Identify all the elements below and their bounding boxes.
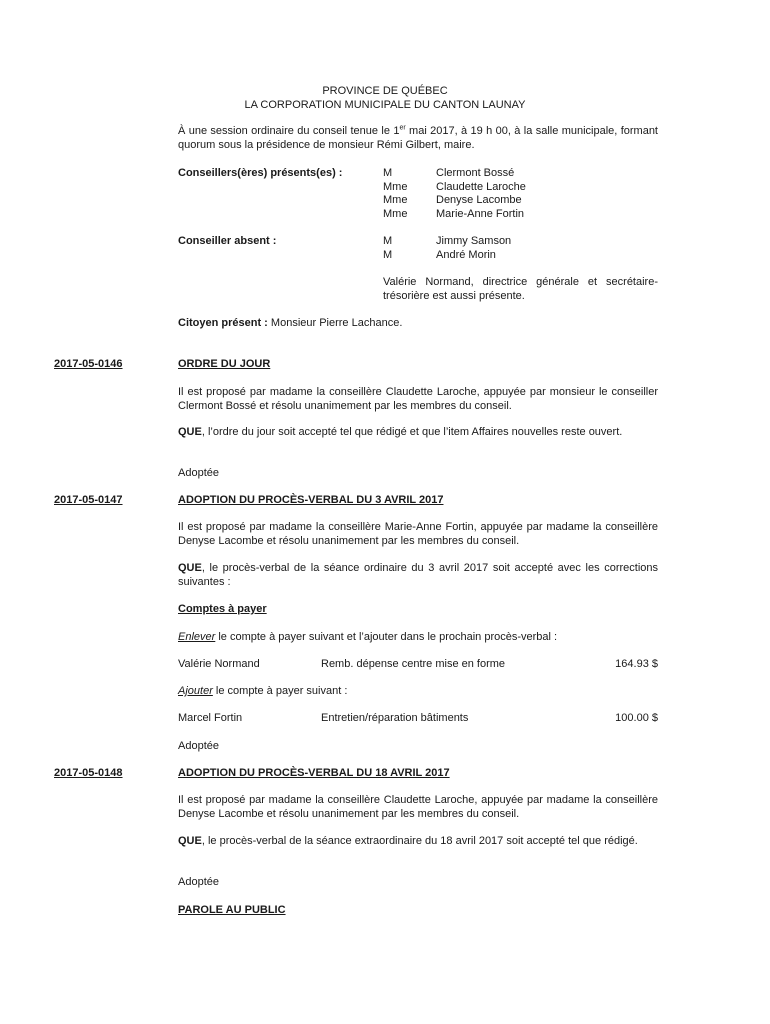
- member-name: André Morin: [436, 248, 496, 261]
- present-titles: [383, 167, 407, 221]
- present-names: [436, 167, 526, 221]
- que-paragraph: QUE, le procès-verbal de la séance extraordinaire du 18 avril 2017 soit accepté tel que rédigé.: [178, 835, 638, 847]
- motion-paragraph: Il est proposé par madame la conseillère Claudette Laroche, appuyée par monsieur le conseiller Clermont Bossé et résolu unanimement par les membres du conseil.: [178, 386, 658, 412]
- remove-instruction: Enlever le compte à payer suivant et l’ajouter dans le prochain procès-verbal :: [178, 631, 558, 643]
- document-header: [0, 85, 770, 112]
- resolution-number: 2017-05-0148: [54, 767, 123, 779]
- citizen-value: Monsieur Pierre Lachance.: [267, 317, 403, 329]
- account-description: Remb. dépense centre mise en forme: [321, 658, 506, 670]
- section-title: ADOPTION DU PROCÈS-VERBAL DU 3 AVRIL 2017: [178, 494, 444, 506]
- corporation-line: LA CORPORATION MUNICIPALE DU CANTON LAUNAY: [244, 98, 526, 111]
- section-title: PAROLE AU PUBLIC: [178, 904, 286, 916]
- adopted-line: Adoptée: [178, 740, 219, 752]
- absent-names: [436, 235, 511, 262]
- account-name: Valérie Normand: [178, 658, 260, 670]
- que-paragraph: QUE, l’ordre du jour soit accepté tel que rédigé et que l’item Affaires nouvelles reste ouvert.: [178, 426, 623, 438]
- absent-label: Conseiller absent :: [178, 235, 277, 247]
- province-line: PROVINCE DE QUÉBEC: [322, 85, 448, 97]
- motion-paragraph: Il est proposé par madame la conseillère Marie-Anne Fortin, appuyée par madame la conseillère Denyse Lacombe et résolu unanimement par les membres du conseil.: [178, 521, 658, 547]
- member-name: Jimmy Samson: [436, 235, 512, 247]
- present-label: Conseillers(ères) présents(es) :: [178, 167, 343, 179]
- member-name: Clermont Bossé: [436, 167, 515, 179]
- adopted-line: Adoptée: [178, 876, 219, 888]
- account-amount: 164.93 $: [615, 658, 658, 670]
- citizen-line: [178, 317, 658, 331]
- intro-paragraph: À une session ordinaire du conseil tenue le 1er mai 2017, à 19 h 00, à la salle municipale, formant quorum sous la présidence de monsieur Rémi Gilbert, maire.: [178, 124, 658, 151]
- resolution-number: 2017-05-0146: [54, 358, 123, 370]
- motion-paragraph: Il est proposé par madame la conseillère Claudette Laroche, appuyée par madame la conseillère Denyse Lacombe et résolu unanimement par les membres du conseil.: [178, 794, 658, 820]
- account-description: Entretien/réparation bâtiments: [321, 712, 469, 724]
- section-title: ORDRE DU JOUR: [178, 358, 271, 370]
- member-title: Mme: [383, 180, 408, 193]
- account-name: Marcel Fortin: [178, 712, 243, 724]
- add-instruction: Ajouter le compte à payer suivant :: [178, 685, 348, 697]
- account-amount: 100.00 $: [615, 712, 658, 724]
- member-name: Marie-Anne Fortin: [436, 207, 525, 220]
- member-title: Mme: [383, 207, 408, 220]
- member-name: Denyse Lacombe: [436, 194, 522, 207]
- section-title: ADOPTION DU PROCÈS-VERBAL DU 18 AVRIL 2017: [178, 767, 450, 779]
- member-title: M: [383, 235, 393, 247]
- accounts-subheading: Comptes à payer: [178, 603, 267, 615]
- absent-titles: [383, 235, 392, 262]
- resolution-number: 2017-05-0147: [54, 494, 123, 506]
- member-name: Claudette Laroche: [436, 180, 526, 193]
- que-paragraph: QUE, le procès-verbal de la séance ordinaire du 3 avril 2017 soit accepté avec les corrections suivantes :: [178, 562, 658, 588]
- member-title: Mme: [383, 194, 408, 207]
- adopted-line: Adoptée: [178, 467, 219, 479]
- member-title: M: [383, 167, 393, 179]
- intro-superscript: er: [399, 124, 406, 132]
- citizen-label: Citoyen présent :: [178, 317, 268, 329]
- staff-note: Valérie Normand, directrice générale et secrétaire-trésorière est aussi présente.: [383, 276, 658, 302]
- member-title: M: [383, 248, 393, 261]
